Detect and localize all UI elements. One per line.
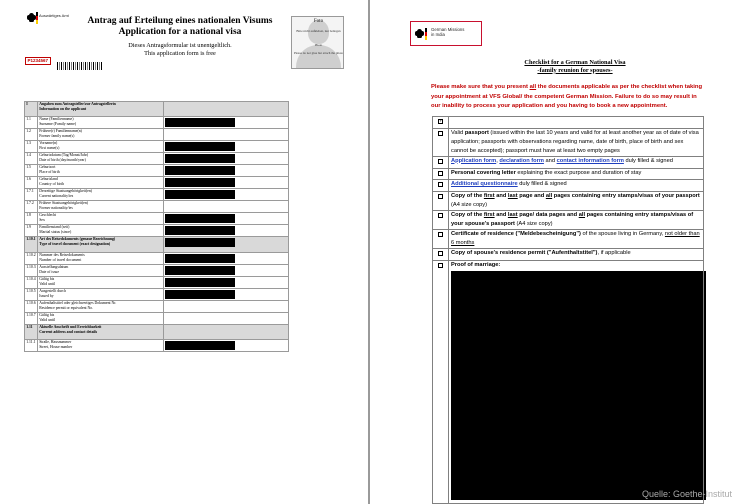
checkbox-proof-of-marriage[interactable] [438,263,443,268]
form-row-label-german: Art des Reisedokuments (genaue Bezeichnung) [39,237,116,242]
form-row-label-english: Number of travel document [39,258,82,263]
image-source-credit: Quelle: Goethe-Institut [641,489,732,499]
declaration-form-link[interactable]: declaration form [499,157,544,164]
form-row-label-english: Current nationality/ies [39,194,74,199]
form-row-label-german: Name (Familienname) [39,117,74,122]
federal-eagle-icon [415,28,424,40]
form-row [25,189,289,201]
additional-questionnaire-link[interactable]: Additional questionnaire [451,181,518,188]
form-row-label-german: Geburtsdatum (Tag/Monat/Jahr) [39,153,89,158]
federal-eagle-icon [27,12,36,24]
form-row-number: 1.1 [25,117,38,129]
form-row-label-german: Ausstellungsdatum [39,265,69,270]
checklist-item-passport-copy: Copy of the first and last page and all pages containing entry stamps/visas of your passport (A4 size copy) [433,192,704,211]
ministry-name: Auswärtiges Amt [39,13,69,18]
form-row-label-english: Information on the applicant [39,107,87,112]
redacted-block [165,254,235,263]
form-row-label [38,277,164,289]
checklist-item-spouse-passport-copy: Copy of the first and last page/ data pages and all pages containing entry stamps/visas of your spouse's passport (A4 size copy) [433,211,704,230]
form-row-number: 1.7.1 [25,189,38,201]
form-row-value[interactable] [164,340,289,352]
form-row-number: 1.10.7 [25,313,38,325]
redacted-block [165,341,235,350]
form-title-english: Application for a national visa [118,26,242,37]
barcode-icon [57,62,103,70]
checkbox-residence-permit[interactable] [438,251,443,256]
redacted-block [165,142,235,151]
form-row-label-german: Frühere Staatsangehörigkeit(en) [39,201,89,206]
redacted-block [165,166,235,175]
checklist-header-row [433,117,704,129]
photo-placeholder [291,16,344,69]
redacted-block [165,154,235,163]
form-row-number: 1.10.6 [25,301,38,313]
form-row [25,313,289,325]
photo-label: Photo [314,43,323,47]
form-row-label [38,313,164,325]
form-row-value[interactable] [164,165,289,177]
form-row-label [38,102,164,117]
checkbox-questionnaire[interactable] [438,182,443,187]
checklist-warning: Please make sure that you present all the documents applicable as per the checklist when taking your appointment at VFS Global/ the competent German Mission. Failure to do so may result in our inability to process your application and you having to book a new appointment. [431,84,703,109]
form-row-number: 1.10.2 [25,253,38,265]
form-row [25,325,289,340]
redacted-block [165,214,235,223]
form-row-label-german: Aufenthaltstitel oder gleichwertiges Dokument Nr. [39,301,117,306]
form-row-value[interactable] [164,201,289,213]
photo-hint: Bitte nicht aufkleben, nur beilegen [296,29,341,33]
application-form-link[interactable]: Application form [451,157,497,164]
form-row [25,340,289,352]
redacted-block [165,266,235,275]
form-row-value[interactable] [164,277,289,289]
form-subtitle-english: This application form is free [144,50,216,57]
form-row-value[interactable] [164,177,289,189]
form-row-label [38,265,164,277]
form-row-label-english: Place of birth [39,170,60,175]
form-row-label-german: Gültig bis [39,313,55,318]
form-row-value[interactable] [164,129,289,141]
checklist-title-main: Checklist for a German National Visa [524,59,626,66]
checkbox-forms[interactable] [438,159,443,164]
form-row [25,102,289,117]
checklist-table [432,116,704,504]
form-row [25,129,289,141]
form-row-value[interactable] [164,265,289,277]
form-row [25,141,289,153]
form-row-value[interactable] [164,102,289,117]
form-row-label-german: Gültig bis [39,277,55,282]
form-row-label-english: Surname (Family name) [39,122,77,127]
form-row-label-english: Date of birth (day/month/year) [39,158,86,163]
form-row [25,213,289,225]
form-row [25,201,289,213]
checklist-item-residence-permit: Copy of spouse's residence permit ("Aufenthaltstitel"), if applicable [433,248,704,260]
form-row-label-english: Issued by [39,294,54,299]
form-row-label-german: Ausgestellt durch [39,289,66,294]
form-row [25,277,289,289]
form-row-number: 1.6 [25,177,38,189]
form-row-label-german: Frühere(r) Familienname(n) [39,129,82,134]
mission-name: German Missions in India [431,27,465,38]
form-row-number: 1.10.1 [25,237,38,253]
german-flag-icon [36,12,38,24]
form-row-label-english: Marital status (since) [39,230,72,235]
form-row-label [38,117,164,129]
redacted-block [165,238,235,247]
form-row [25,301,289,313]
form-row-value[interactable] [164,213,289,225]
form-row-label [38,325,164,340]
form-row-label [38,253,164,265]
form-row-number: 1.10.5 [25,289,38,301]
form-row-number: 1.8 [25,213,38,225]
form-row-value[interactable] [164,301,289,313]
redacted-block [451,271,706,500]
form-row-label-german: Angaben zum Antragsteller/zur Antragstellerin [39,102,116,107]
form-title-german: Antrag auf Erteilung eines nationalen Visums [87,16,273,26]
reference-number-stamp: P1234567 [25,57,51,65]
checklist-item-questionnaire: Additional questionnaire duly filled & signed [433,180,704,192]
form-row [25,237,289,253]
form-subtitle-german: Dieses Antragsformular ist unentgeltlich. [128,42,232,49]
form-row [25,177,289,189]
redacted-block [165,178,235,187]
form-row-value[interactable] [164,117,289,129]
form-row-label-english: Type of travel document (exact designation) [39,242,111,247]
checkbox-passport[interactable] [438,131,443,136]
form-row [25,117,289,129]
checklist-title-sub: -family reunion for spouses- [537,66,613,74]
form-row-label-english: Date of issue [39,270,60,275]
form-row-label [38,189,164,201]
form-row-label-english: Residence permit or equivalent No. [39,306,94,311]
form-row-value[interactable] [164,313,289,325]
form-row-label [38,153,164,165]
form-row-label-german: Geburtsort [39,165,56,170]
form-row-value[interactable] [164,153,289,165]
checklist-item-cover-letter: Personal covering letter explaining the exact purpose and duration of stay [433,168,704,180]
form-subtitle [80,42,280,58]
form-row [25,225,289,237]
form-row-label-german: Geburtsland [39,177,58,182]
checkbox-cover-letter[interactable] [438,171,443,176]
checkbox-spouse-passport-copy[interactable] [438,213,443,218]
form-row-label [38,177,164,189]
form-row-label [38,201,164,213]
redacted-block [165,190,235,199]
checklist-page [370,0,738,504]
form-row-value[interactable] [164,189,289,201]
redacted-block [165,226,235,235]
form-row-value[interactable] [164,237,289,253]
visa-application-page [0,0,368,504]
form-title [80,16,280,37]
form-row-label [38,225,164,237]
form-row-label-english: Current address and contact details [39,330,98,335]
photo-title: Foto [313,19,324,24]
form-row-label [38,141,164,153]
form-row-value[interactable] [164,253,289,265]
form-row-label [38,129,164,141]
form-row-value[interactable] [164,141,289,153]
form-row-value[interactable] [164,289,289,301]
form-row [25,253,289,265]
form-row-number: 1.10.4 [25,277,38,289]
form-row-number: 1.4 [25,153,38,165]
form-row [25,289,289,301]
form-row-number: 1.11 [25,325,38,340]
checkbox-residence-certificate[interactable] [438,232,443,237]
applicant-form-table [24,101,289,352]
photo-glue-hint: Please do not glue but attach the photo [293,51,344,55]
checklist-item-proof-of-marriage: Proof of marriage: [433,260,704,503]
checked-checkbox-icon[interactable] [438,119,443,124]
form-row-label [38,301,164,313]
form-row-label-german: Derzeitige Staatsangehörigkeit(en) [39,189,93,194]
form-row [25,165,289,177]
form-row-label-english: Street, House number [39,345,73,350]
form-row-label-german: Aktuelle Anschrift und Erreichbarkeit [39,325,102,330]
form-row-label [38,289,164,301]
redacted-block [165,278,235,287]
form-row-label-english: Country of birth [39,182,64,187]
form-row-number: 1.2 [25,129,38,141]
form-row-number: I [25,102,38,117]
form-row [25,153,289,165]
mission-logo [410,21,482,46]
form-row-label-english: Valid until [39,318,56,323]
form-row-label [38,340,164,352]
form-row-label-english: Former nationality/ies [39,206,73,211]
form-row-label-english: Sex [39,218,45,223]
form-row-label [38,213,164,225]
form-row-label-german: Nummer des Reisedokuments [39,253,85,258]
redacted-block [165,290,235,299]
checklist-item-residence-certificate: Certificate of residence ("Meldebescheinigung") of the spouse living in Germany, not older than 6 months [433,229,704,248]
form-row-number: 1.11.1 [25,340,38,352]
form-row-label-german: Vorname(n) [39,141,58,146]
german-flag-icon [425,28,427,40]
form-row-number: 1.7.2 [25,201,38,213]
form-row-label-german: Familienstand (seit) [39,225,70,230]
checklist-title [470,59,680,74]
contact-information-form-link[interactable]: contact information form [556,157,624,164]
form-row-label [38,165,164,177]
checkbox-passport-copy[interactable] [438,194,443,199]
form-row-label-english: Former family name(s) [39,134,75,139]
form-row-label-english: First name(s) [39,146,60,151]
form-row-number: 1.9 [25,225,38,237]
form-row-number: 1.10.3 [25,265,38,277]
form-row-number: 1.5 [25,165,38,177]
form-row [25,265,289,277]
form-row-label-german: Straße, Hausnummer [39,340,72,345]
redacted-block [165,118,235,127]
form-row-value[interactable] [164,225,289,237]
form-row-label-english: Valid until [39,282,56,287]
form-row-number: 1.3 [25,141,38,153]
silhouette-shoulders-icon [296,45,341,69]
checklist-item-passport: Valid passport (issued within the last 10 years and valid for at least another year as of date of visa application; passports with observations regarding name, date of birth, place of birth and sex cannot be accepted); passport must have at least two empty pages [433,128,704,156]
form-row-value[interactable] [164,325,289,340]
checklist-item-forms: Application form, declaration form and contact information form duly filled & signed [433,156,704,168]
form-row-label-german: Geschlecht [39,213,57,218]
form-row-label [38,237,164,253]
